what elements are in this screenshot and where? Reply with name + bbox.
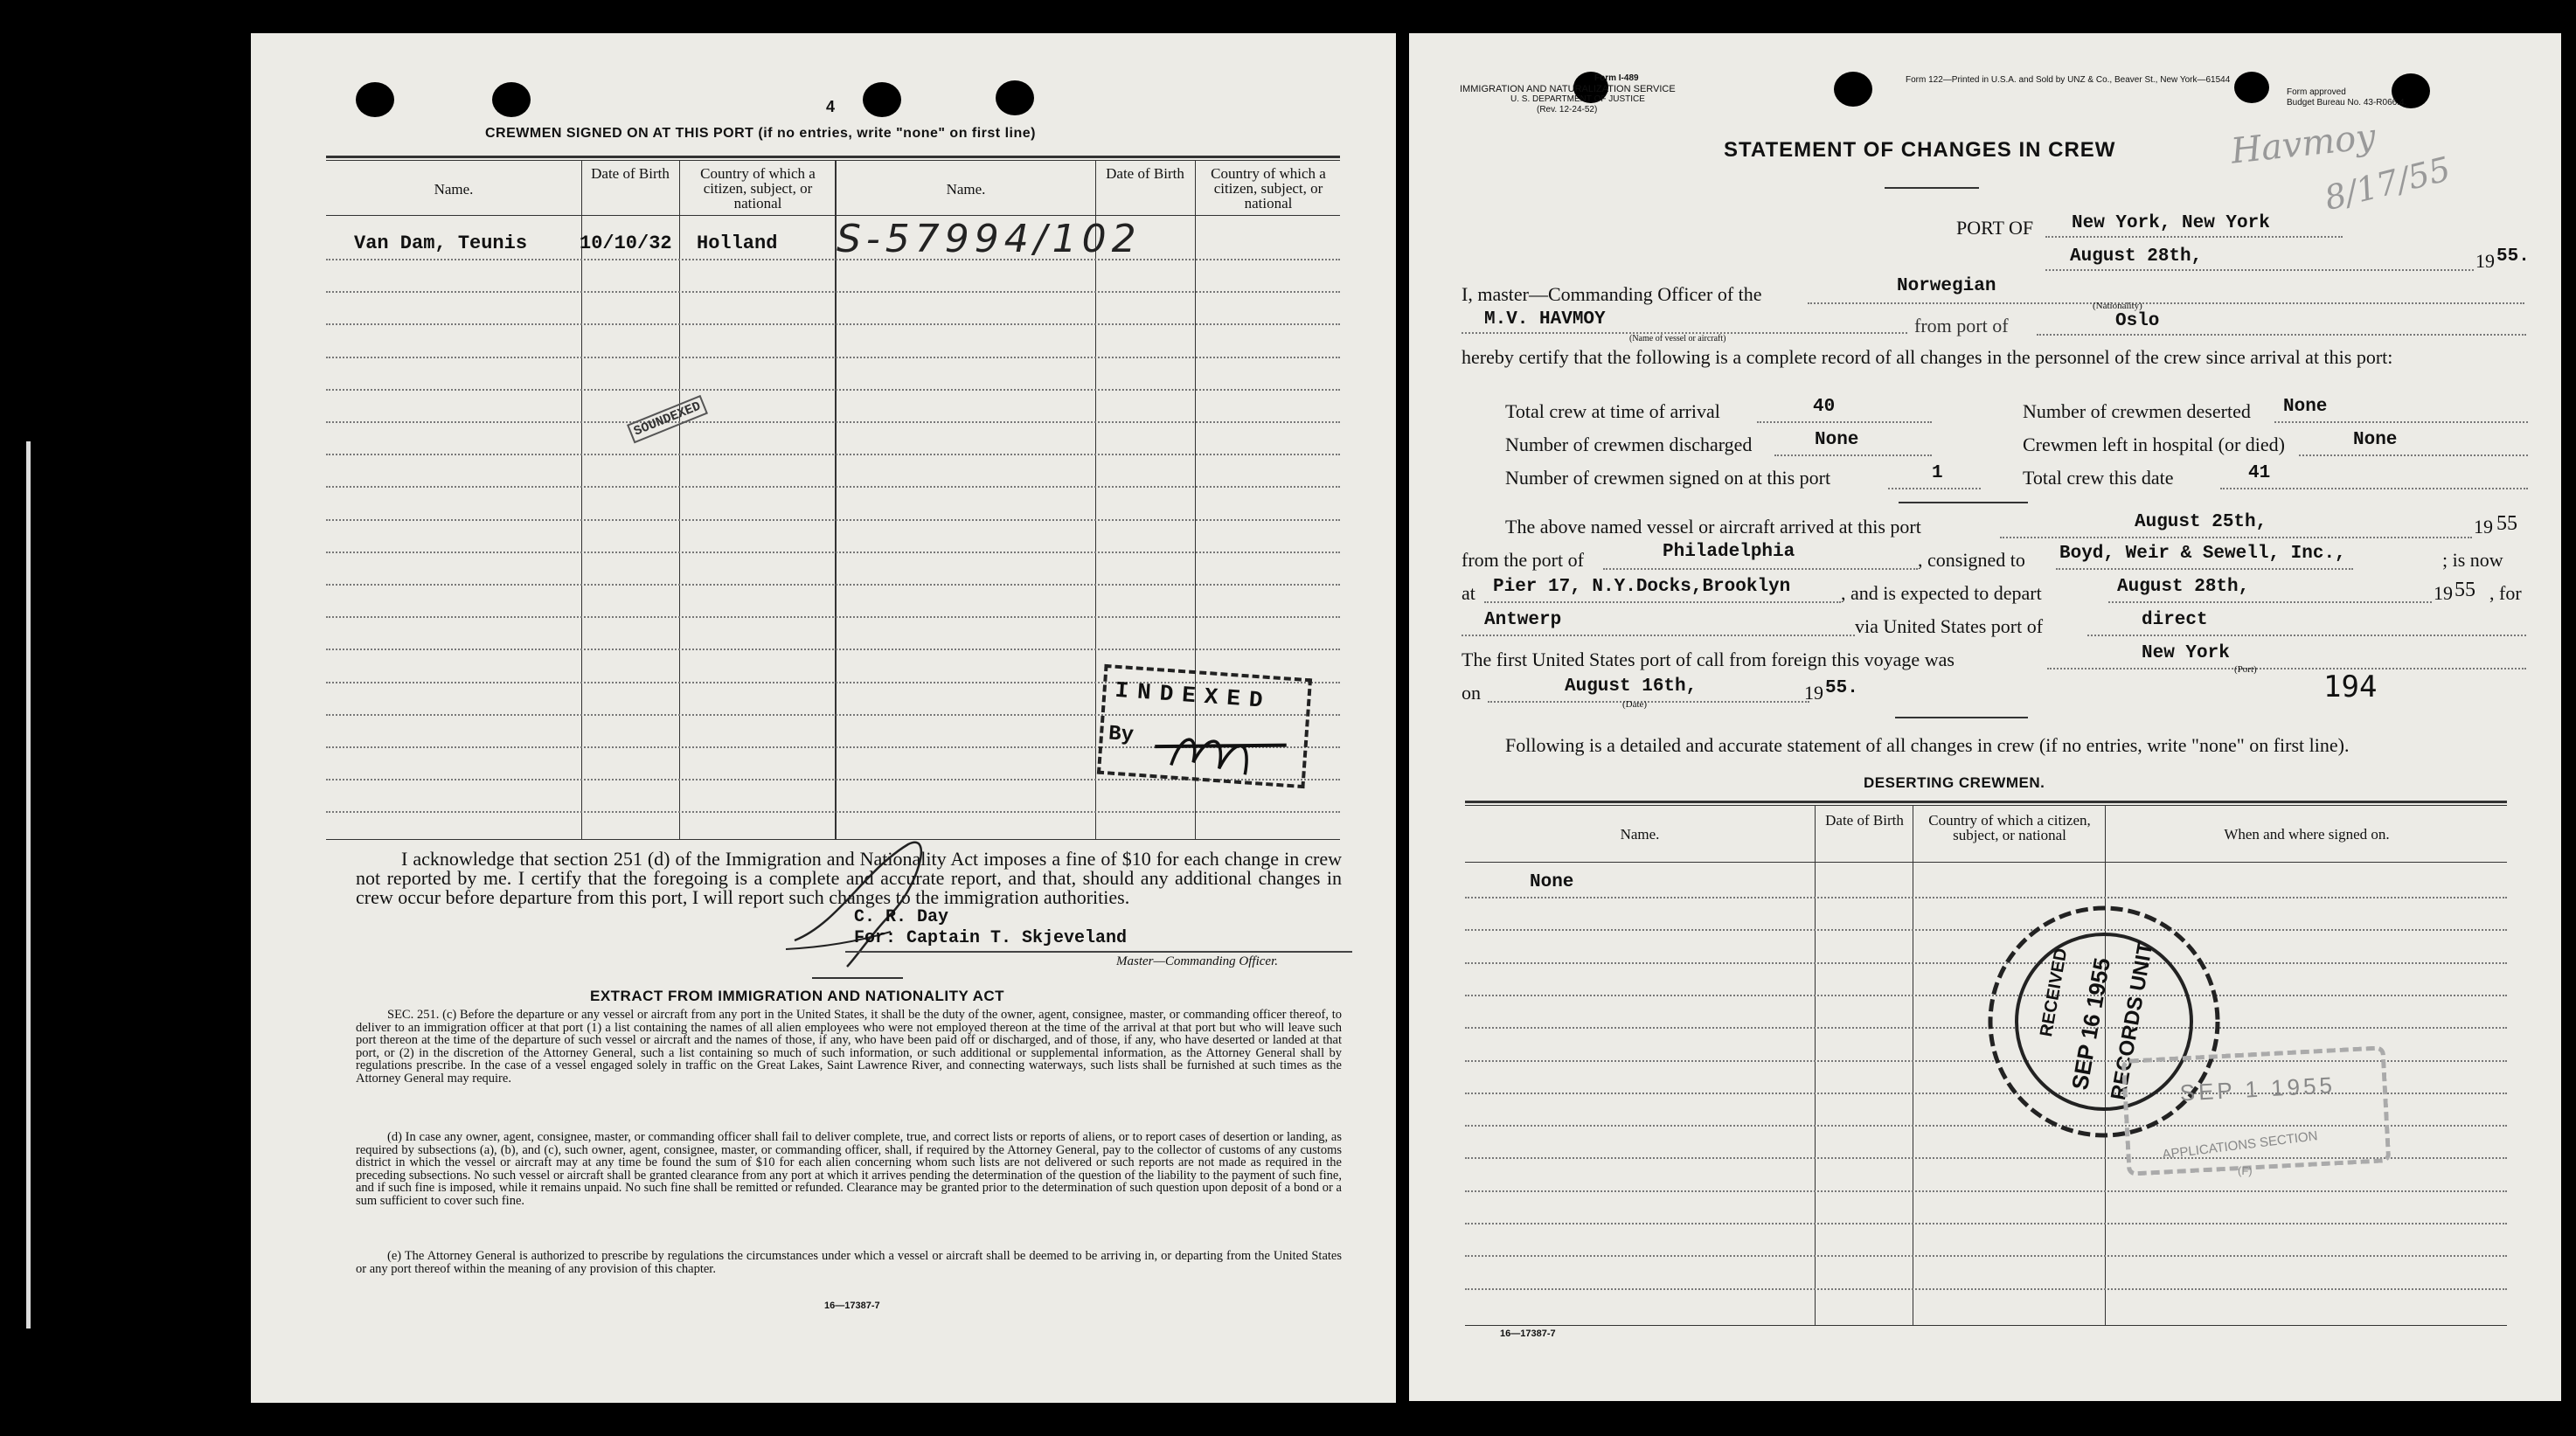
punch-hole <box>1834 72 1872 107</box>
total-date-label: Total crew this date <box>2023 467 2174 489</box>
fill-line <box>2299 454 2528 456</box>
arrived-label: The above named vessel or aircraft arrived at this port <box>1505 516 1921 538</box>
fill-line <box>2045 269 2474 271</box>
fill-line <box>2056 568 2353 570</box>
fill-line <box>2274 421 2528 423</box>
rule <box>1895 717 2028 718</box>
entry-line <box>1465 1190 2507 1192</box>
deserting-title: DESERTING CREWMEN. <box>1864 774 2045 791</box>
vessel-caption: (Name of vessel or aircraft) <box>1629 334 1726 343</box>
first-port-label: The first United States port of call from foreign this voyage was <box>1462 649 1955 670</box>
extract-title: EXTRACT FROM IMMIGRATION AND NATIONALITY ACT <box>590 988 1005 1004</box>
handwritten-vessel-name: Havmoy <box>2229 116 2378 172</box>
on-label: on <box>1462 682 1481 704</box>
right-page <box>1409 33 2561 1401</box>
applications-section-stamp <box>2121 1045 2392 1176</box>
at-location-value: Pier 17, N.Y.Docks,Brooklyn <box>1493 577 1791 597</box>
fill-line <box>2108 601 2432 603</box>
col-header-country: Country of which a citizen, subject, or national <box>700 165 816 212</box>
rule <box>1885 187 1979 189</box>
col-divider <box>835 161 837 839</box>
col-header-dob-2: Date of Birth <box>1106 165 1184 182</box>
punch-hole <box>356 82 394 117</box>
depart-label: , and is expected to depart <box>1841 582 2042 604</box>
budget-bureau: Budget Bureau No. 43-R066.4. <box>2287 98 2407 108</box>
soundexed-stamp: SOUNDEXED <box>627 395 708 443</box>
signature-name: C. R. Day <box>854 907 949 927</box>
signed-on-value: 1 <box>1932 463 1943 483</box>
discharged-value: None <box>1815 430 1859 450</box>
depart-date: August 28th, <box>2117 577 2250 597</box>
first-port-value: New York <box>2142 643 2230 663</box>
sheet-edge <box>26 441 31 1328</box>
rule <box>1465 801 2507 803</box>
rule <box>812 977 903 979</box>
hospital-label: Crewmen left in hospital (or died) <box>2023 434 2285 455</box>
report-year: 55. <box>2496 246 2530 267</box>
first-year-prefix: 19 <box>1804 682 1823 704</box>
rule <box>1465 1325 2507 1326</box>
entry-line <box>326 389 1340 391</box>
col-divider <box>679 161 680 839</box>
crew-country: Holland <box>697 232 778 254</box>
report-date: August 28th, <box>2070 246 2203 267</box>
arrived-date: August 25th, <box>2135 512 2267 532</box>
total-date-value: 41 <box>2248 463 2271 483</box>
nationality-caption: (Nationality) <box>2093 301 2142 311</box>
entry-line <box>326 357 1340 358</box>
col-header-signed-on: When and where signed on. <box>2224 826 2390 843</box>
fill-line <box>1774 454 1932 456</box>
entry-line <box>1465 1223 2507 1224</box>
extract-section-e: (e) The Attorney General is authorized to prescribe by regulations the circumstances under which a vessel or aircraft shall be deemed to be arriving in, or departing from the United States or any port thereof within the meaning of any provision of this chapter. <box>356 1249 1342 1276</box>
col-divider <box>1815 806 1816 1325</box>
extract-section-d: (d) In case any owner, agent, consignee, master, or commanding officer shall fail to deliver complete, true, and correct lists or reports of aliens, or to report cases of desertion or landing, as required by subsections (a), (b), and (c), such owner, agent, consignee, master, or commanding officer, shall, if required by the Attorney General, pay to the collector of customs of any customs district in which the vessel or aircraft may at any time be found the sum of $10 for each alien concerning whom such lists are not delivered or such reports are not made as required in the preceding subsections. No such vessel or aircraft shall be granted clearance from any port at which it arrives pending the determination of the question of the liability to the payment of such fine, and if such fine is imposed, while it remains unpaid. No such fine shall be remitted or refunded. Clearance may be granted prior to the determination of such question upon deposit of a bond or a sum sufficient to cover such fine. <box>356 1130 1342 1208</box>
indexed-stamp-by: By <box>1107 722 1135 748</box>
at-label: at <box>1462 582 1475 604</box>
total-arrival-label: Total crew at time of arrival <box>1505 400 1720 422</box>
punch-hole <box>863 82 901 117</box>
entry-line <box>326 584 1340 586</box>
fill-line <box>2047 668 2526 669</box>
from-port-value: Oslo <box>2115 311 2160 331</box>
entry-line <box>326 454 1340 455</box>
fill-line <box>2220 488 2528 489</box>
crew-name: Van Dam, Teunis <box>354 232 528 254</box>
via-label: via United States port of <box>1855 615 2044 637</box>
rule <box>1899 502 2028 503</box>
crew-dob: 10/10/32 <box>580 232 672 254</box>
entry-line <box>326 259 1340 260</box>
col-header-name-2: Name. <box>946 181 986 198</box>
initials-scribble <box>1144 711 1306 784</box>
stamp2-date: SEP 1 1955 <box>2179 1072 2336 1106</box>
depart-year-prefix: 19 <box>2434 582 2453 604</box>
entry-line <box>326 616 1340 618</box>
consigned-value: Boyd, Weir & Sewell, Inc., <box>2059 544 2346 564</box>
handwritten-date: 8/17/55 <box>2320 149 2454 219</box>
fill-line <box>1462 635 1855 636</box>
fill-line <box>1888 488 1981 489</box>
depart-year: 55 <box>2454 579 2475 601</box>
rule <box>1465 862 2507 863</box>
department-name: U. S. DEPARTMENT OF JUSTICE <box>1510 94 1645 104</box>
consigned-label: , consigned to <box>1918 549 2025 571</box>
section-title: CREWMEN SIGNED ON AT THIS PORT (if no entries, write "none" on first line) <box>485 126 1036 141</box>
entry-line <box>1465 1288 2507 1290</box>
stamp-date: SEP 16 1955 <box>2066 955 2116 1093</box>
stamp-unit: RECORDS UNIT <box>2107 940 2158 1102</box>
stamp2-mark: (F) <box>2238 1164 2253 1177</box>
fill-line <box>2087 635 2526 636</box>
master-label: I, master—Commanding Officer of the <box>1462 283 1762 305</box>
signed-on-label: Number of crewmen signed on at this port <box>1505 467 1831 489</box>
entry-line <box>326 323 1340 325</box>
first-date-value: August 16th, <box>1565 676 1698 697</box>
deserted-value: None <box>2283 397 2328 417</box>
rule <box>326 160 1340 161</box>
fill-line <box>2000 537 2472 538</box>
col-header-name: Name. <box>1620 826 1660 843</box>
entry-line <box>1465 1255 2507 1257</box>
first-year: 55. <box>1825 678 1858 698</box>
port-of-value: New York, New York <box>2072 213 2270 233</box>
punch-hole <box>2234 72 2269 103</box>
entry-line <box>326 519 1340 521</box>
fill-line <box>1757 421 1932 423</box>
is-now-text: ; is now <box>2442 549 2503 571</box>
page-number: 4 <box>826 98 836 115</box>
agency-name: IMMIGRATION AND NATURALIZATION SERVICE <box>1460 84 1676 94</box>
date-caption: (Date) <box>1622 699 1648 710</box>
fill-line <box>1808 302 2524 304</box>
signature-title: Master—Commanding Officer. <box>1116 954 1278 968</box>
col-divider <box>581 161 582 839</box>
acknowledgement-text: I acknowledge that section 251 (d) of the Immigration and Nationality Act imposes a fine of $10 for each change in crew not reported by me. I certify that the foregoing is a complete and accurate report, and that, should any additional changes in crew occur before departure from this port, I will report such changes to the immigration authorities. <box>356 848 1342 908</box>
form-number: Form I-489 <box>1594 73 1639 83</box>
stamp2-section: APPLICATIONS SECTION <box>2161 1128 2319 1162</box>
signature-for: For: Captain T. Skjeveland <box>854 928 1128 948</box>
destination-value: Antwerp <box>1484 610 1562 630</box>
form-print-info: Form 122—Printed in U.S.A. and Sold by UNZ & Co., Beaver St., New York—61544 <box>1906 75 2231 85</box>
fill-line <box>2045 236 2343 238</box>
col-divider <box>1095 161 1096 839</box>
certify-text: hereby certify that the following is a complete record of all changes in the personnel of the crew since arrival at this port: <box>1462 346 2393 368</box>
entry-line <box>326 421 1340 423</box>
col-header-dob: Date of Birth <box>591 165 670 182</box>
col-header-dob: Date of Birth <box>1825 812 1904 829</box>
entry-line <box>326 486 1340 488</box>
entry-line <box>326 291 1340 293</box>
following-text: Following is a detailed and accurate statement of all changes in crew (if no entries, write "none" on first line). <box>1505 734 2350 756</box>
vessel-name: M.V. HAVMOY <box>1484 309 1606 330</box>
from-port2-value: Philadelphia <box>1663 542 1795 562</box>
port-caption: (Port) <box>2234 664 2257 675</box>
fill-line <box>2037 334 2526 336</box>
arrived-year: 55 <box>2496 512 2517 535</box>
entry-line <box>326 552 1340 553</box>
form-title: STATEMENT OF CHANGES IN CREW <box>1724 138 2116 162</box>
fill-line <box>1603 568 1918 570</box>
revision-date: (Rev. 12-24-52) <box>1537 105 1598 114</box>
signature-scribble <box>786 836 978 975</box>
left-page <box>251 33 1396 1403</box>
entry-line <box>1465 897 2507 898</box>
rule <box>1465 805 2507 806</box>
rule <box>326 215 1340 216</box>
indexed-stamp-text: INDEXED <box>1114 676 1273 715</box>
from-port-label: from port of <box>1914 315 2009 336</box>
form-code: 16—17387-7 <box>824 1301 880 1311</box>
entry-line <box>326 649 1340 650</box>
entry-line <box>326 811 1340 813</box>
deserted-label: Number of crewmen deserted <box>2023 400 2251 422</box>
port-of-label: PORT OF <box>1956 217 2034 239</box>
indexed-stamp <box>1097 664 1312 788</box>
col-header-country-2: Country of which a citizen, subject, or national <box>1211 165 1326 212</box>
signature-line <box>845 951 1352 953</box>
col-header-name: Name. <box>434 181 474 198</box>
fill-line <box>1488 701 1809 703</box>
first-entry: None <box>1530 872 1574 892</box>
nationality-value: Norwegian <box>1897 276 1996 296</box>
arrived-year-prefix: 19 <box>2474 516 2493 538</box>
via-value: direct <box>2142 610 2208 630</box>
for-label: , for <box>2489 582 2522 604</box>
stamp-received: RECEIVED <box>2037 947 2072 1038</box>
total-arrival-value: 40 <box>1813 397 1836 417</box>
discharged-label: Number of crewmen discharged <box>1505 434 1753 455</box>
form-approved: Form approved <box>2287 87 2346 97</box>
hospital-value: None <box>2353 430 2398 450</box>
from-port2-label: from the port of <box>1462 549 1584 571</box>
handwritten-file-number: S-57994/102 <box>837 217 1142 261</box>
handwritten-194: 194 <box>2323 669 2378 704</box>
col-header-country: Country of which a citizen, subject, or national <box>1928 812 2091 843</box>
rule <box>326 156 1340 158</box>
fill-line <box>1484 601 1841 603</box>
extract-section-c: SEC. 251. (c) Before the departure or any vessel or aircraft from any port in the United States, it shall be the duty of the owner, agent, consignee, master, or commanding officer thereof, to deliver to an immigration officer at that port (1) a list containing the names of all alien employees who were not employed thereon at the time of the arrival at that port but who will leave such port thereon at the time of the departure of such vessel or aircraft and the names of those, if any, who have been paid off or discharged, and of those, if any, who have deserted or landed at that port, or (2) in the discretion of the Attorney General, such a list containing so much of such information, or such additional or supplemental information, as the Attorney General shall by regulations prescribe. In the case of a vessel engaged solely in traffic on the Great Lakes, Saint Lawrence River, and connecting waterways, such lists shall be furnished at such times as the Attorney General may require. <box>356 1008 1342 1086</box>
report-year-prefix: 19 <box>2475 250 2495 272</box>
punch-hole <box>996 80 1034 115</box>
punch-hole <box>492 82 531 117</box>
form-code: 16—17387-7 <box>1500 1328 1556 1339</box>
